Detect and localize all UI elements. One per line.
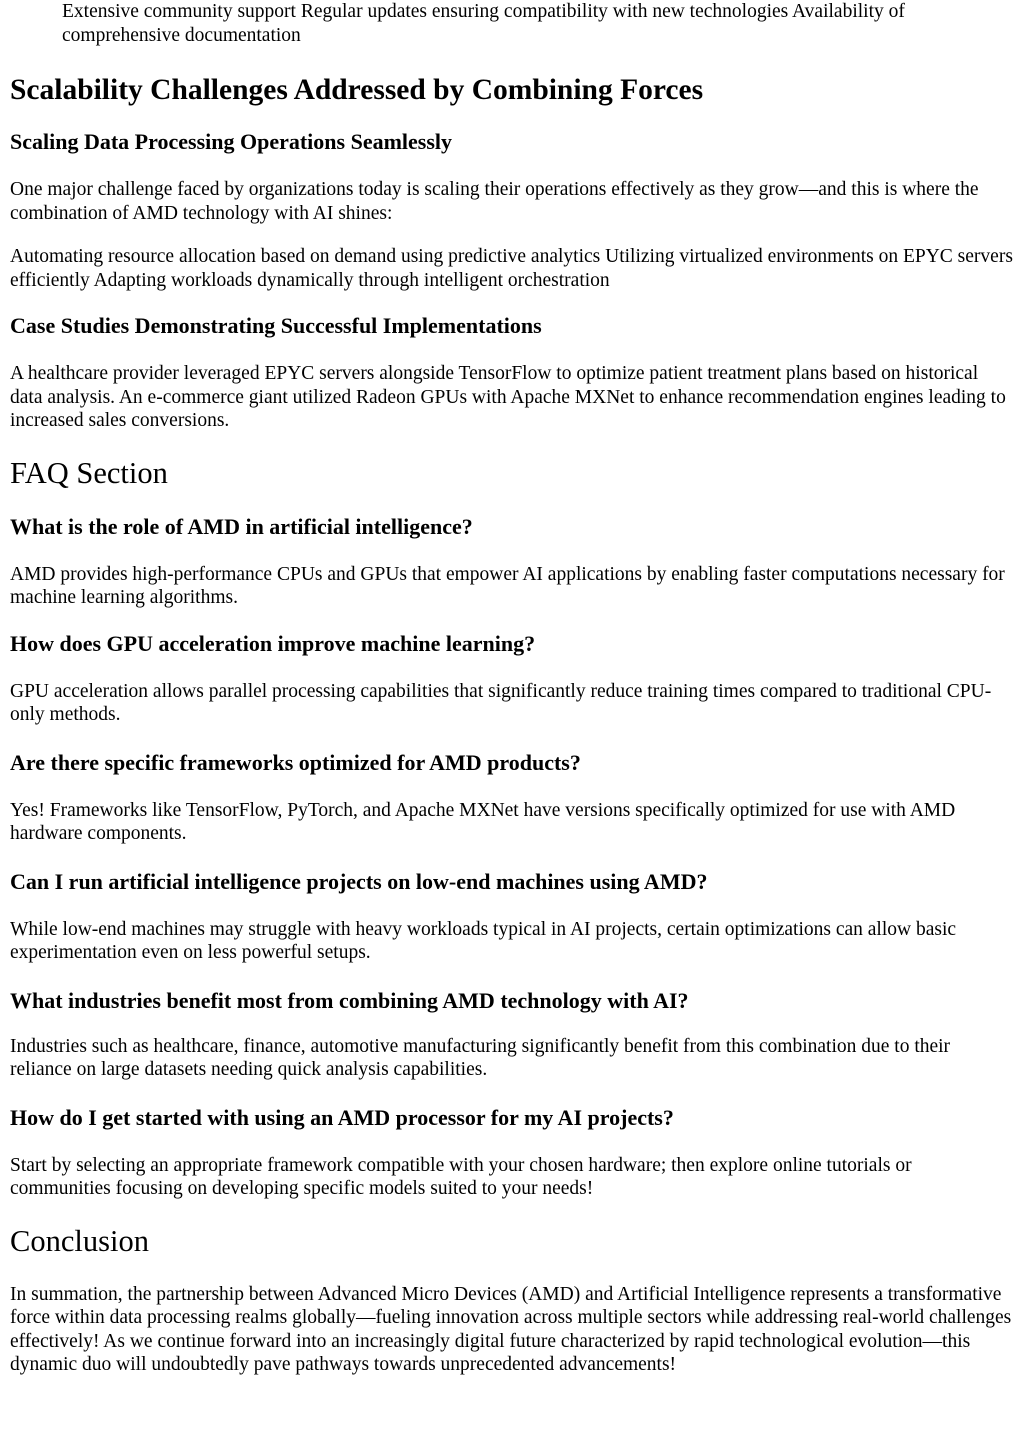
faq-question-4: Can I run artificial intelligence projects on low-end machines using AMD? bbox=[10, 868, 708, 894]
faq-answer-1: AMD provides high-performance CPUs and GPUs that empower AI applications by enabling faster computations necessary for machine learning algorithms. bbox=[10, 563, 1005, 608]
faq-answer-2: GPU acceleration allows parallel processing capabilities that significantly reduce training times compared to traditional CPU-only methods. bbox=[10, 680, 992, 725]
scaling-subsection-title: Scaling Data Processing Operations Seamlessly bbox=[10, 129, 453, 154]
conclusion-title: Conclusion bbox=[10, 1223, 149, 1258]
faq-question-5: What industries benefit most from combining AMD technology with AI? bbox=[10, 987, 689, 1013]
faq-question-3: Are there specific frameworks optimized for AMD products? bbox=[10, 749, 581, 775]
conclusion-paragraph: In summation, the partnership between Advanced Micro Devices (AMD) and Artificial Intelligence represents a transformative force within data processing realms globally—fueling innovation across multiple sectors while addressing real-world challenges effectively! As we continue forward into an increasingly digital future characterized by rapid technological evolution—this dynamic duo will undoubtedly pave pathways towards unprecedented advancements! bbox=[10, 1283, 1012, 1375]
scaling-paragraph-2: Automating resource allocation based on demand using predictive analytics Utilizing virtualized environments on EPYC servers efficiently Adapting workloads dynamically through intelligent orchestration bbox=[10, 246, 1013, 291]
faq-answer-3: Yes! Frameworks like TensorFlow, PyTorch, and Apache MXNet have versions specifically optimized for use with AMD hardware components. bbox=[10, 799, 956, 844]
case-studies-paragraph: A healthcare provider leveraged EPYC servers alongside TensorFlow to optimize patient treatment plans based on historical data analysis. An e-commerce giant utilized Radeon GPUs with Apache MXNet to enhance recommendation engines leading to increased sales conversions. bbox=[10, 363, 1006, 431]
intro-list-text: Extensive community support Regular updates ensuring compatibility with new technologies Availability of comprehensive documentation bbox=[62, 1, 905, 46]
faq-answer-5: Industries such as healthcare, finance, automotive manufacturing significantly benefit from this combination due to their reliance on large datasets needing quick analysis capabilities. bbox=[10, 1035, 951, 1080]
faq-answer-4: While low-end machines may struggle with heavy workloads typical in AI projects, certain optimizations can allow basic experimentation even on less powerful setups. bbox=[10, 918, 957, 963]
faq-answer-6: Start by selecting an appropriate framework compatible with your chosen hardware; then explore online tutorials or communities focusing on developing specific models suited to your needs! bbox=[10, 1154, 912, 1199]
article-content bbox=[10, 70, 1014, 1377]
faq-question-2: How does GPU acceleration improve machine learning? bbox=[10, 630, 536, 656]
case-studies-title: Case Studies Demonstrating Successful Implementations bbox=[10, 313, 542, 338]
scalability-section-title: Scalability Challenges Addressed by Combining Forces bbox=[10, 74, 704, 106]
faq-section-title: FAQ Section bbox=[10, 455, 168, 490]
scaling-paragraph-1: One major challenge faced by organizations today is scaling their operations effectively as they grow—and this is where the combination of AMD technology with AI shines: bbox=[10, 179, 979, 224]
faq-question-1: What is the role of AMD in artificial intelligence? bbox=[10, 513, 473, 539]
faq-question-6: How do I get started with using an AMD processor for my AI projects? bbox=[10, 1104, 674, 1130]
